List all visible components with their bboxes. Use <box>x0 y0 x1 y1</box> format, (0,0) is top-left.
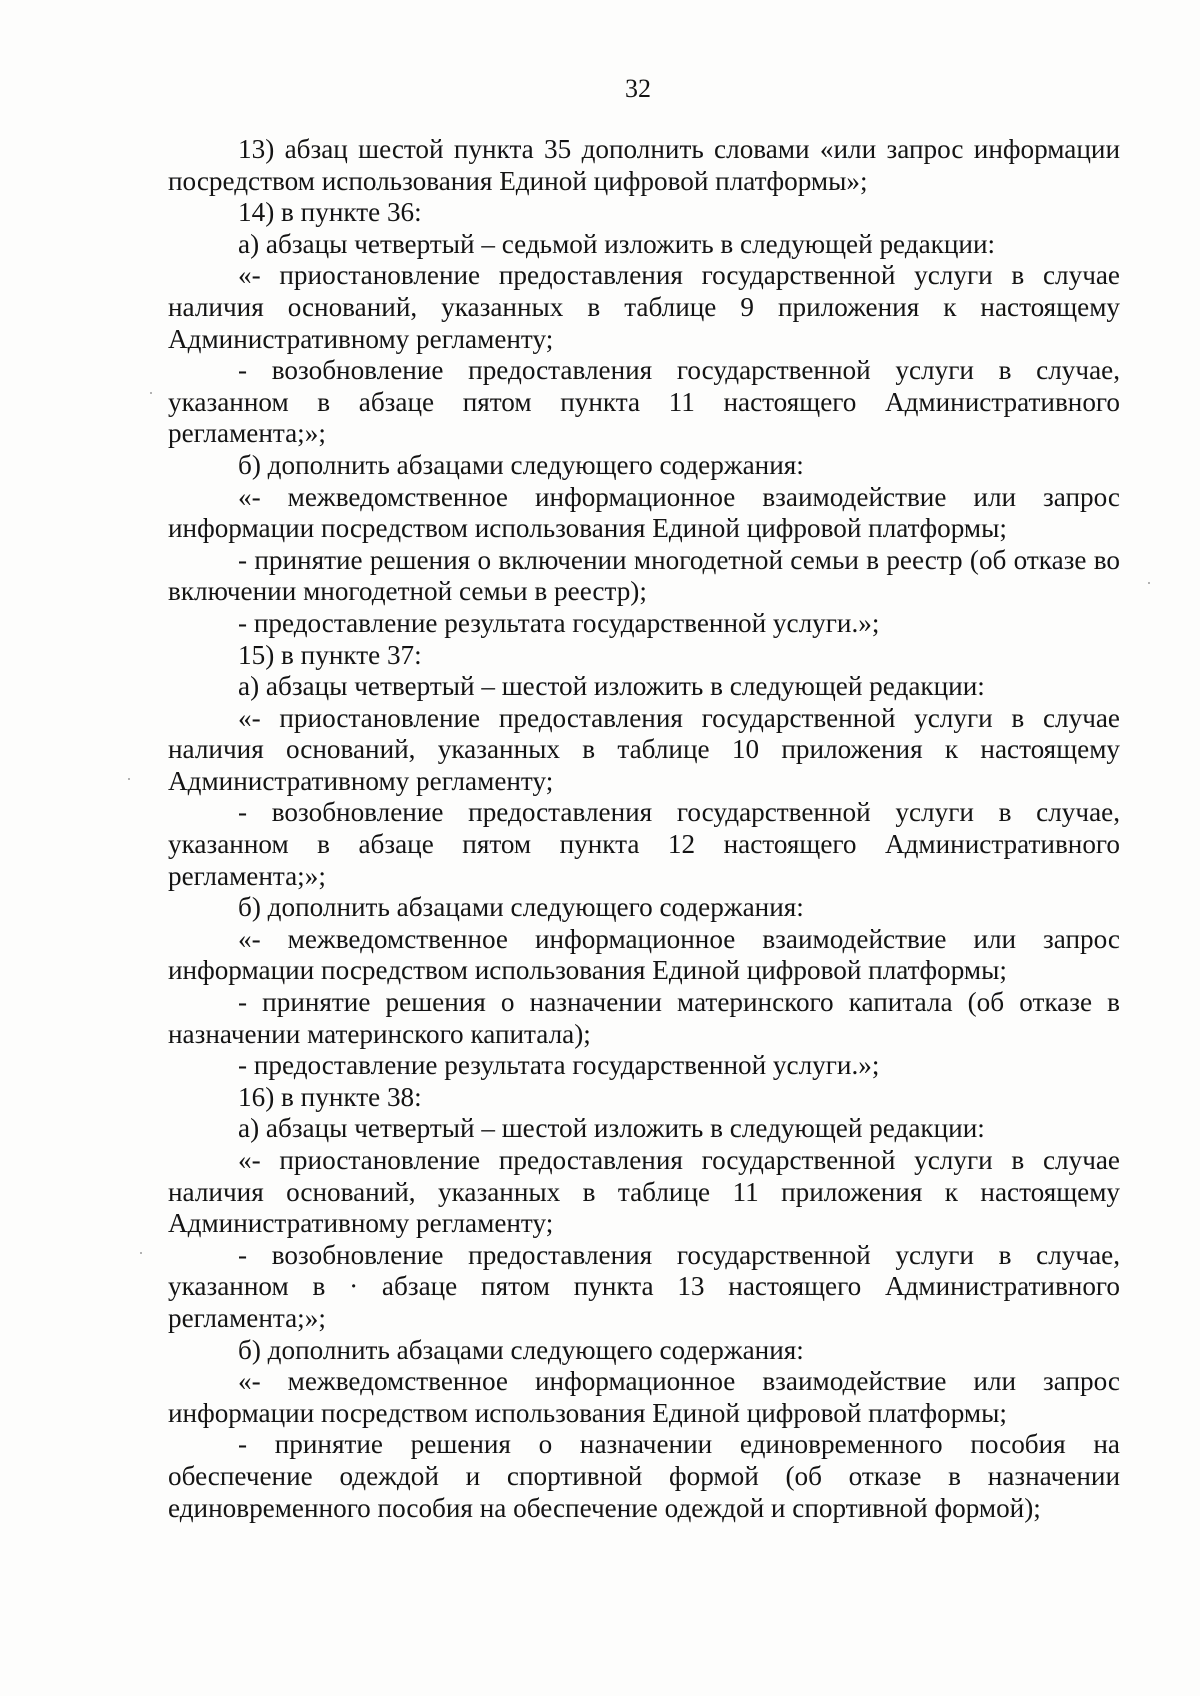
paragraph: «- межведомственное информационное взаимодействие или запрос информации посредством использования Единой цифровой платформы; <box>168 923 1120 986</box>
scan-speck <box>140 1252 142 1254</box>
paragraph: а) абзацы четвертый – седьмой изложить в следующей редакции: <box>238 228 996 259</box>
scan-speck <box>1148 582 1150 584</box>
paragraph: - возобновление предоставления государственной услуги в случае, указанном в абзаце пятом пункта 12 настоящего Административного регламента;»; <box>168 797 1120 891</box>
paragraph: «- приостановление предоставления государственной услуги в случае наличия оснований, указанных в таблице 11 приложения к настоящему Административному регламенту; <box>168 1145 1120 1239</box>
paragraph: б) дополнить абзацами следующего содержания: <box>238 449 804 480</box>
paragraph: 15) в пункте 37: <box>238 639 422 670</box>
paragraph: «- межведомственное информационное взаимодействие или запрос информации посредством использования Единой цифровой платформы; <box>168 481 1120 544</box>
paragraph: 13) абзац шестой пункта 35 дополнить словами «или запрос информации посредством использования Единой цифровой платформы»; <box>168 134 1120 196</box>
paragraph: б) дополнить абзацами следующего содержания: <box>238 892 804 923</box>
paragraph: 14) в пункте 36: <box>238 197 422 228</box>
paragraph: а) абзацы четвертый – шестой изложить в следующей редакции: <box>238 1113 985 1144</box>
scan-speck <box>128 778 130 780</box>
paragraph: - возобновление предоставления государственной услуги в случае, указанном в · абзаце пятом пункта 13 настоящего Административного регламента;»; <box>168 1239 1120 1333</box>
paragraph: б) дополнить абзацами следующего содержания: <box>238 1334 804 1365</box>
scan-speck <box>150 392 152 394</box>
paragraph: - предоставление результата государственной услуги.»; <box>238 607 880 638</box>
document-body <box>168 134 1120 1524</box>
paragraph: «- приостановление предоставления государственной услуги в случае наличия оснований, указанных в таблице 10 приложения к настоящему Административному регламенту; <box>168 702 1120 796</box>
paragraph: - принятие решения о включении многодетной семьи в реестр (об отказе во включении многодетной семьи в реестр); <box>168 544 1120 607</box>
paragraph: - возобновление предоставления государственной услуги в случае, указанном в абзаце пятом пункта 11 настоящего Административного регламента;»; <box>168 355 1120 449</box>
paragraph: - предоставление результата государственной услуги.»; <box>238 1050 880 1081</box>
page-number: 32 <box>625 74 651 103</box>
paragraph: а) абзацы четвертый – шестой изложить в следующей редакции: <box>238 671 985 702</box>
paragraph: - принятие решения о назначении материнского капитала (об отказе в назначении материнского капитала); <box>168 987 1120 1049</box>
paragraph: - принятие решения о назначении единовременного пособия на обеспечение одеждой и спортивной формой (об отказе в назначении единовременного пособия на обеспечение одеждой и спортивной формой); <box>168 1429 1120 1523</box>
paragraph: «- межведомственное информационное взаимодействие или запрос информации посредством использования Единой цифровой платформы; <box>168 1366 1120 1428</box>
paragraph: 16) в пункте 38: <box>238 1081 422 1112</box>
paragraph: «- приостановление предоставления государственной услуги в случае наличия оснований, указанных в таблице 9 приложения к настоящему Административному регламенту; <box>168 260 1120 354</box>
